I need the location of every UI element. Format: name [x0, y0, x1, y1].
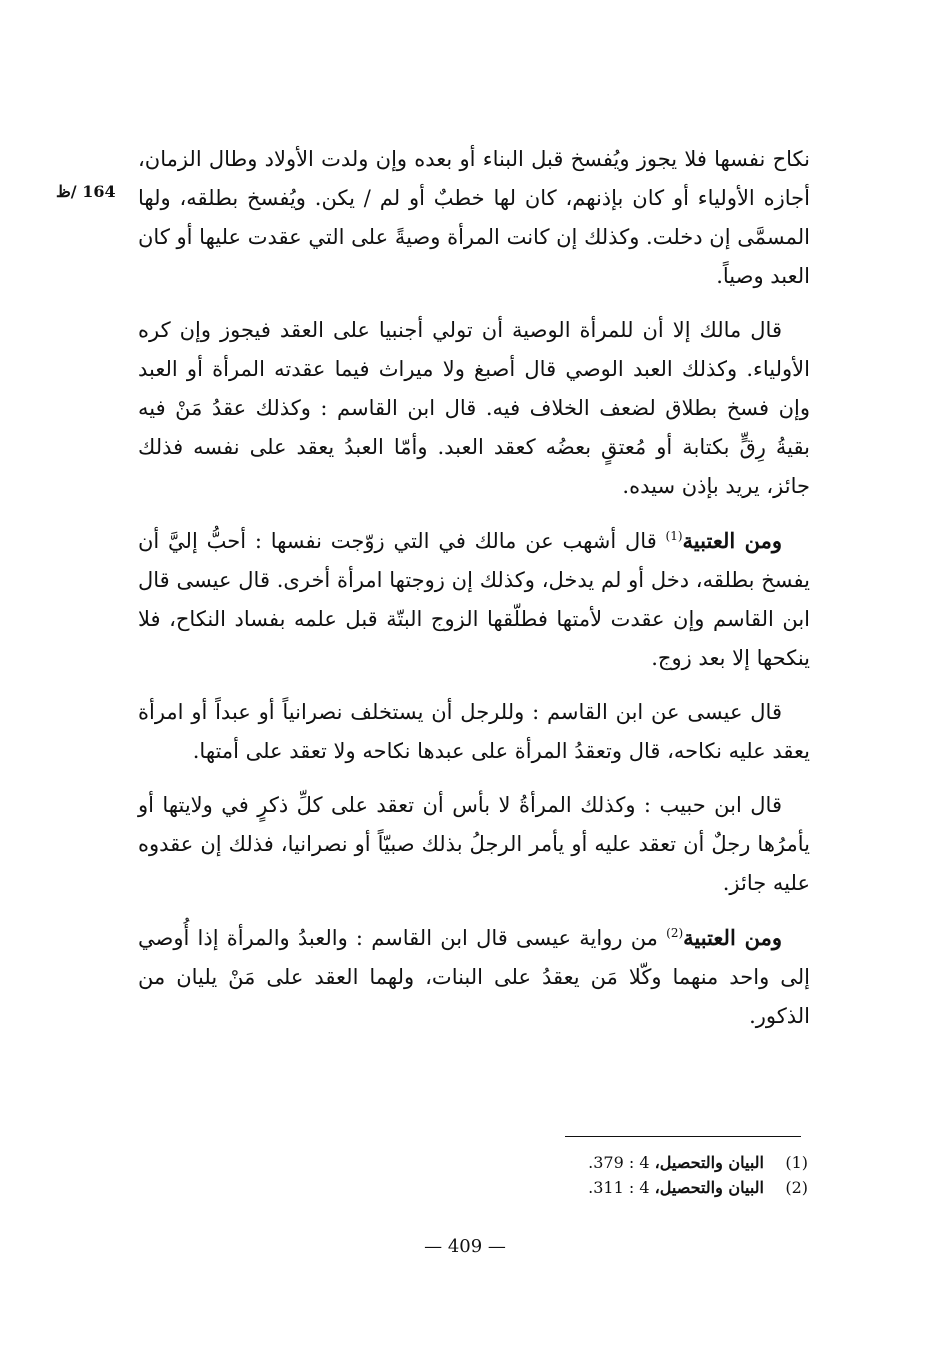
page-number: — 409 —	[424, 1236, 506, 1257]
source-title: ومن العتبية	[682, 528, 782, 553]
source-title: ومن العتبية	[683, 925, 782, 950]
footnote-text	[588, 1150, 764, 1175]
main-text	[138, 140, 810, 1051]
paragraph-3-text: قال أشهب عن مالك في التي زوّجت نفسها : أحبُّ إليَّ أن يفسخ بطلقه، دخل أو لم يدخل، وكذلك إن زوجتها امرأة أخرى. قال عيسى قال ابن القاسم وإن عقدت لأمتها فطلّقها الزوج البتّة قبل علمه بفساد النكاح، فلا ينكحها إلا بعد زوج.	[138, 529, 810, 670]
paragraph-4: قال عيسى عن ابن القاسم : وللرجل أن يستخلف نصرانياً أو عبداً أو امرأة يعقد عليه نكاحه، قال وتعقدُ المرأة على عبدها نكاحه ولا تعقد على أمتها.	[138, 700, 810, 763]
footnote-ref-1[interactable]: (1)	[665, 529, 683, 543]
paragraph-6	[138, 918, 810, 1036]
footnote-ref-2[interactable]: (2)	[666, 926, 684, 940]
paragraph-1: نكاح نفسها فلا يجوز ويُفسخ قبل البناء أو بعده وإن ولدت الأولاد وطال الزمان، أجازه الأولياء أو كان بإذنهم، كان لها خطبٌ أو لم / يكن. ويُفسخ بطلقه، ولها المسمَّى إن دخلت. وكذلك إن كانت المرأة وصيةً على التي عقدت عليها أو كان العبد وصياً.	[138, 147, 810, 288]
footnote-title: البيان والتحصيل،	[654, 1153, 764, 1172]
paragraph-2: قال مالك إلا أن للمرأة الوصية أن تولي أجنبيا على العقد فيجوز وإن كره الأولياء. وكذلك العبد الوصي قال أصبغ ولا ميراث فيما عقدته المرأة أو العبد وإن فسخ بطلاق لضعف الخلاف فيه. قال ابن القاسم : وكذلك عقدُ مَنْ فيه بقيةُ رِقٍّ بكتابة أو مُعتقٍ بعضُه كعقد العبد. وأمّا العبدُ يعقد على نفسه فذلك جائز، يريد بإذن سيده.	[138, 318, 810, 498]
footnote-title: البيان والتحصيل،	[654, 1178, 764, 1197]
footnote-text	[588, 1175, 764, 1200]
footnote-ref: 4 : 311.	[588, 1178, 650, 1197]
footnotes	[500, 1150, 808, 1200]
footnote-divider	[565, 1136, 801, 1137]
paragraph-5: قال ابن حبيب : وكذلك المرأةُ لا بأس أن تعقد على كلِّ ذكرٍ في ولايتها أو يأمرُها رجلٌ أن تعقد عليه أو يأمر الرجلُ بذلك صبيّاً أو نصرانيا، فذلك إن عقدوه عليه جائز.	[138, 793, 810, 895]
footnote-1	[500, 1150, 808, 1175]
footnote-2	[500, 1175, 808, 1200]
paragraph-3	[138, 521, 810, 678]
footnote-number: (2)	[785, 1178, 808, 1197]
folio-marker: 164 /ظ	[56, 182, 116, 201]
footnote-number: (1)	[785, 1153, 808, 1172]
paragraph-6-text: من رواية عيسى قال ابن القاسم : والعبدُ والمرأة إذا أُوصي إلى واحد منهما وكّلا مَن يعقدُ على البنات، ولهما العقد على مَنْ يليان من الذكور.	[138, 926, 810, 1028]
footnote-ref: 4 : 379.	[588, 1153, 650, 1172]
